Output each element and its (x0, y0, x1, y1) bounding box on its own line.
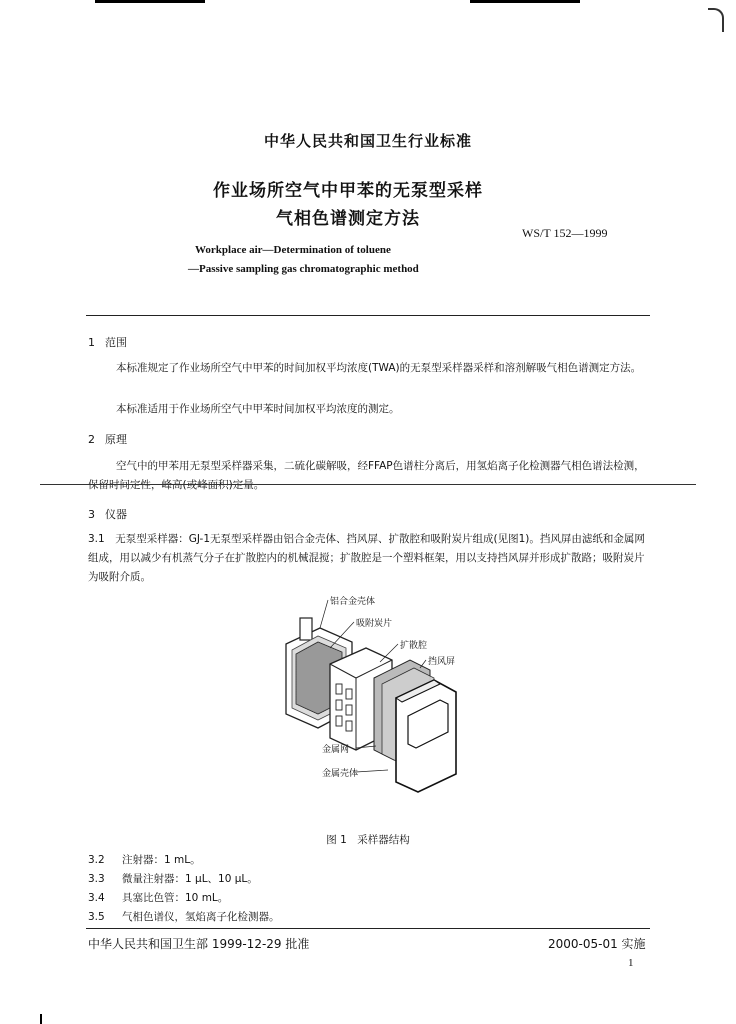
section-title: 范围 (105, 336, 127, 349)
title-line-2: 气相色谱测定方法 (276, 209, 420, 229)
english-title-line-2: —Passive sampling gas chromatographic method (188, 263, 419, 275)
item-number: 3.4 (88, 892, 105, 904)
list-item (88, 909, 280, 924)
approval-date: 中华人民共和国卫生部 1999-12-29 批准 (88, 937, 310, 951)
item-number: 3.2 (88, 854, 105, 866)
item-number: 3.3 (88, 873, 105, 885)
figure-label-metal-mesh: 金属网 (322, 745, 350, 755)
figure-label-wind-screen: 挡风屏 (428, 657, 456, 667)
section-1-paragraph-2: 本标准适用于作业场所空气中甲苯时间加权平均浓度的测定。 (116, 403, 400, 415)
section-number: 3 (88, 508, 95, 521)
item-text: 注射器：1 mL。 (122, 854, 201, 866)
footer-rule (86, 928, 650, 929)
section-number: 1 (88, 336, 95, 349)
english-title-line-1: Workplace air—Determination of toluene (195, 244, 391, 256)
figure-label-aluminum-shell: 铝合金壳体 (330, 597, 376, 607)
section-title: 仪器 (105, 508, 127, 521)
scan-mark-corner (708, 8, 724, 32)
list-item (88, 890, 228, 905)
section-1-paragraph-1: 本标准规定了作业场所空气中甲苯的时间加权平均浓度(TWA)的无泵型采样器采样和溶剂解吸气相色谱测定方法。 (116, 362, 642, 374)
section-number: 2 (88, 433, 95, 446)
standard-code: WS/T 152—1999 (522, 226, 608, 240)
scan-mark-top (95, 0, 205, 3)
scan-mark-top-2 (470, 0, 580, 3)
issuing-organization: 中华人民共和国卫生行业标准 (263, 132, 472, 150)
item-text: 气相色谱仪，氢焰离子化检测器。 (122, 911, 280, 923)
title-line-1: 作业场所空气中甲苯的无泵型采样 (213, 181, 483, 201)
metal-shell-drawing (396, 680, 456, 792)
implementation-date: 2000-05-01 实施 (548, 937, 646, 951)
section-2-paragraph: 空气中的甲苯用无泵型采样器采集，二硫化碳解吸，经FFAP色谱柱分离后，用氢焰离子化检测器气相色谱法检测，保留时间定性，峰高(或峰面积)定量。 (88, 460, 645, 491)
section-1-heading (88, 334, 137, 350)
list-item (88, 852, 201, 867)
figure-label-metal-shell: 金属壳体 (322, 769, 359, 779)
scan-line-artifact (40, 484, 696, 485)
scan-mark-bottom (40, 1014, 42, 1024)
section-2-heading (88, 431, 137, 447)
section-3-1-paragraph: 3.1 无泵型采样器：GJ-1无泵型采样器由铝合金壳体、挡风屏、扩散腔和吸附炭片组成(见图1)。挡风屏由滤纸和金属网组成，用以减少有机蒸气分子在扩散腔内的机械混搅；扩散腔是一个塑料框架，用以支持挡风屏并形成扩散路；吸附炭片为吸附介质。 (88, 533, 645, 583)
header-rule (86, 315, 650, 316)
section-3-heading (88, 506, 137, 522)
page-number: 1 (628, 957, 634, 969)
figure-label-diffusion-cavity: 扩散腔 (400, 641, 428, 651)
section-title: 原理 (105, 433, 127, 446)
item-text: 微量注射器：1 μL、10 μL。 (122, 873, 258, 885)
figure-caption: 图 1 采样器结构 (326, 834, 410, 846)
figure-label-carbon-sheet: 吸附炭片 (356, 619, 393, 629)
list-item (88, 871, 258, 886)
item-number: 3.5 (88, 911, 105, 923)
item-text: 具塞比色管：10 mL。 (122, 892, 229, 904)
